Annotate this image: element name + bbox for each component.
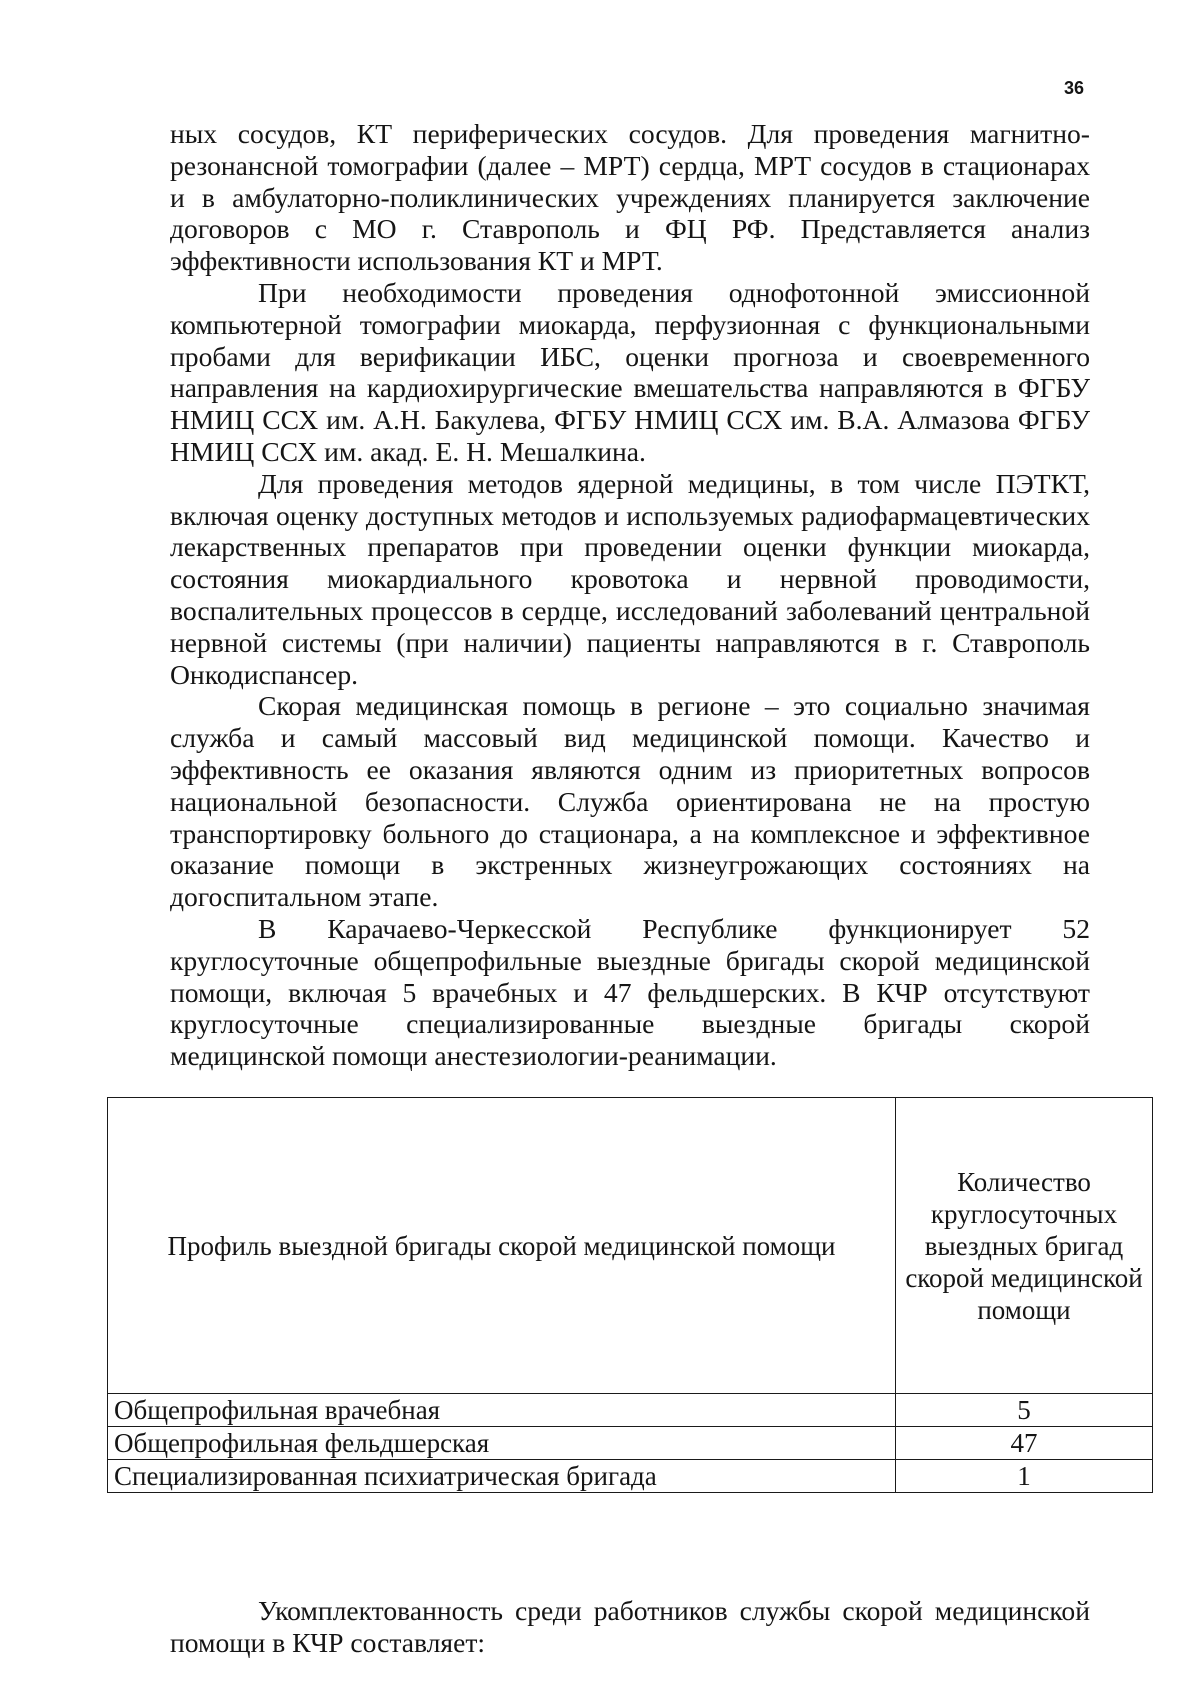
cell-profile: Общепрофильная фельдшерская: [108, 1427, 896, 1460]
table-row: [108, 1427, 1153, 1460]
cell-count: 47: [896, 1427, 1153, 1460]
header-count: Количество круглосуточных выездных бригад скорой медицинской помощи: [896, 1098, 1153, 1394]
page-number: 36: [1063, 78, 1084, 98]
cell-profile: Общепрофильная врачебная: [108, 1394, 896, 1427]
cell-profile: Специализированная психиатрическая бригада: [108, 1460, 896, 1493]
table-row: [108, 1394, 1153, 1427]
paragraph-nuclear-medicine: Для проведения методов ядерной медицины, в том числе ПЭТКТ, включая оценку доступных методов и используемых радиофармацевтических лекарственных препаратов при проведении оценки функции миокарда, состояния миокардиального кровотока и нервной проводимости, воспалительных процессов в сердце, исследований заболеваний центральной нервной системы (при наличии) пациенты направляются в г. Ставрополь Онкодиспансер.: [170, 467, 1090, 690]
paragraph-spect: При необходимости проведения однофотонной эмиссионной компьютерной томографии миокарда, перфузионная с функциональными пробами для верификации ИБС, оценки прогноза и своевременного направления на кардиохирургические вмешательства направляются в ФГБУ НМИЦ ССХ им. А.Н. Бакулева, ФГБУ НМИЦ ССХ им. В.А. Алмазова ФГБУ НМИЦ ССХ им. акад. Е. Н. Мешалкина.: [170, 276, 1090, 467]
table-row: [108, 1460, 1153, 1493]
paragraph-emergency-care: Скорая медицинская помощь в регионе – это социально значимая служба и самый массовый вид медицинской помощи. Качество и эффективность ее оказания являются одним из приоритетных вопросов национальной безопасности. Служба ориентирована не на простую транспортировку больного до стационара, а на комплексное и эффективное оказание помощи в экстренных жизнеугрожающих состояниях на догоспитальном этапе.: [170, 690, 1090, 913]
table-header-row: [108, 1098, 1153, 1394]
paragraph-imaging: ных сосудов, КТ периферических сосудов. Для проведения магнитно-резонансной томографии (далее – МРТ) сердца, МРТ сосудов в стационарах и в амбулаторно-поликлинических учреждениях планируется заключение договоров с МО г. Ставрополь и ФЦ РФ. Представляется анализ эффективности использования КТ и МРТ.: [170, 118, 1090, 277]
body-text: [170, 118, 1090, 1072]
paragraph-brigades: В Карачаево-Черкесской Республике функционирует 52 круглосуточные общепрофильные выездные бригады скорой медицинской помощи, включая 5 врачебных и 47 фельдшерских. В КЧР отсутствуют круглосуточные специализированные выездные бригады скорой медицинской помощи анестезиологии-реанимации.: [170, 912, 1090, 1072]
header-profile: Профиль выездной бригады скорой медицинской помощи: [108, 1098, 896, 1394]
cell-count: 1: [896, 1460, 1153, 1493]
closing-paragraph: Укомплектованность среди работников службы скорой медицинской помощи в КЧР составляет:: [170, 1595, 1090, 1658]
brigades-table: [107, 1097, 1153, 1493]
cell-count: 5: [896, 1394, 1153, 1427]
